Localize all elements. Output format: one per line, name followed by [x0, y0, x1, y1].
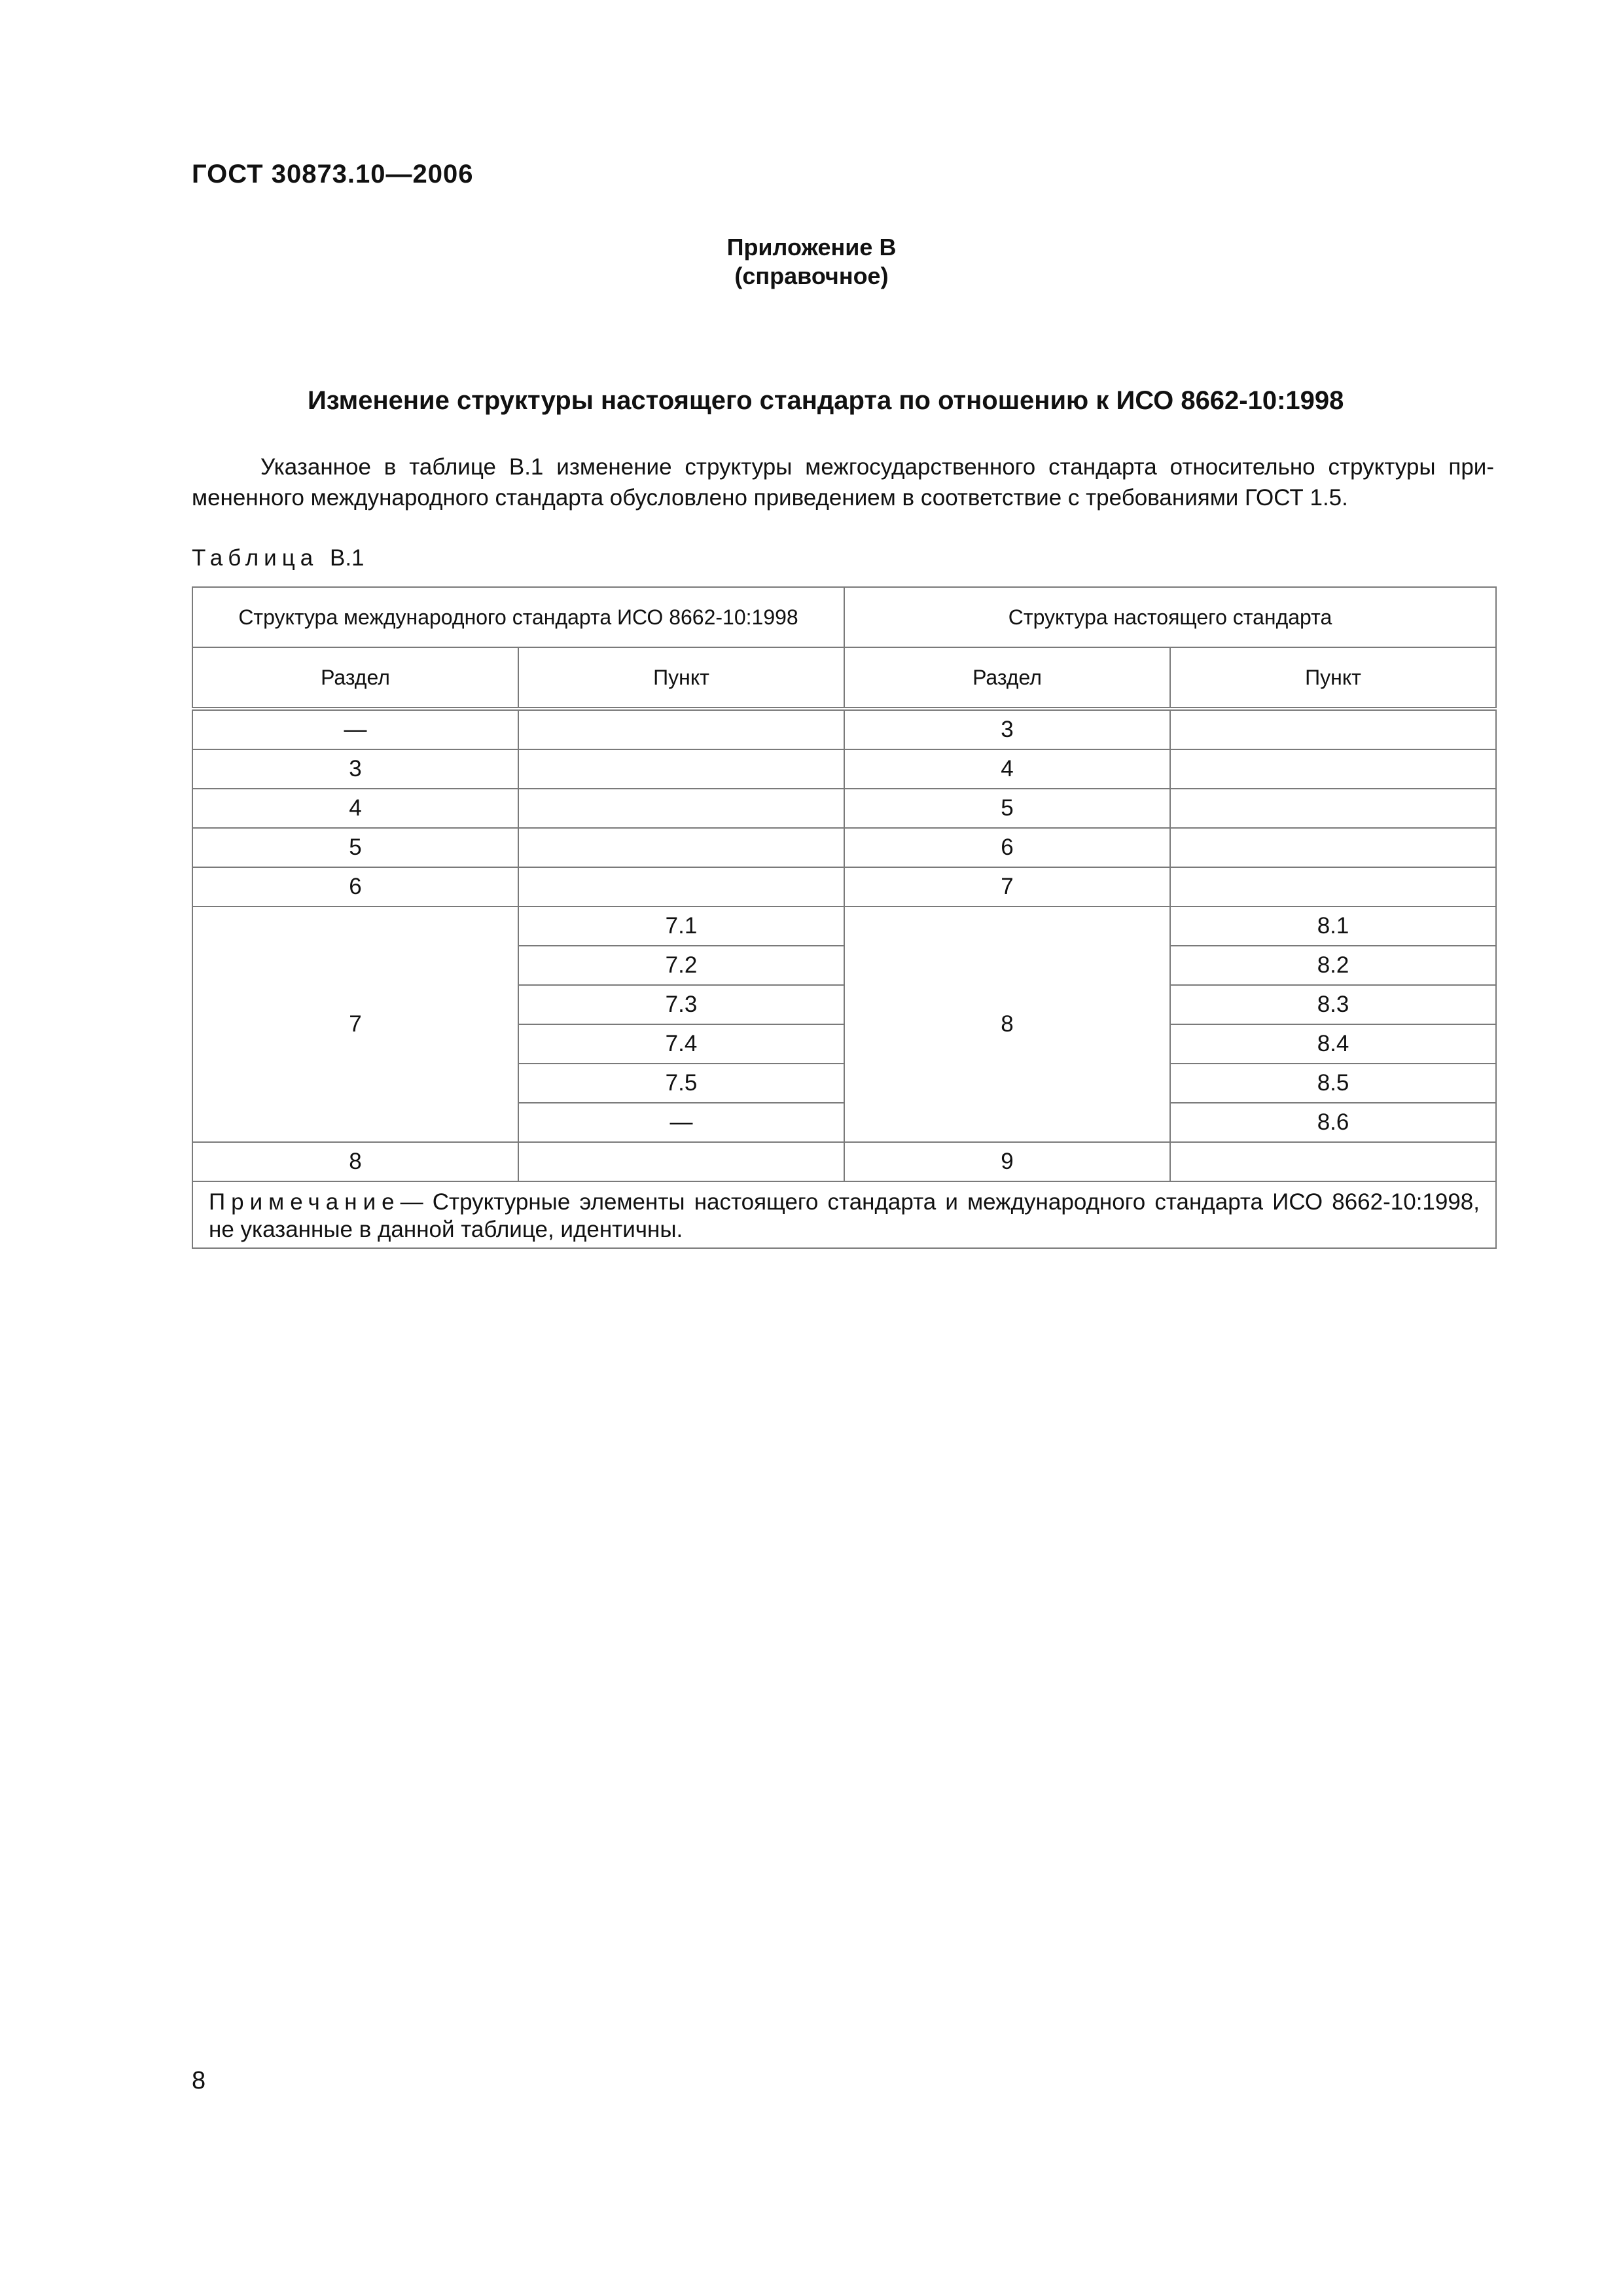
- table-note-row: [192, 1181, 1496, 1248]
- table-cell: [518, 867, 844, 906]
- table-cell: [518, 749, 844, 789]
- table-cell: 6: [192, 867, 518, 906]
- table-row: [192, 867, 1496, 906]
- table-cell: [1170, 709, 1496, 749]
- appendix-title: Приложение В: [726, 234, 897, 260]
- merged-std-section: 8: [844, 906, 1170, 1142]
- table-cell: 3: [192, 749, 518, 789]
- table-cell: [1170, 749, 1496, 789]
- table-cell: 9: [844, 1142, 1170, 1181]
- group-header-standard: Структура настоящего стандарта: [844, 587, 1496, 647]
- table-cell: 4: [844, 749, 1170, 789]
- table-row: [192, 749, 1496, 789]
- table-cell: 7.2: [518, 946, 844, 985]
- table-cell: [1170, 828, 1496, 867]
- table-row: [192, 906, 1496, 946]
- structure-table: [192, 586, 1497, 1249]
- column-header-std-section: Раздел: [844, 647, 1170, 709]
- table-cell: 5: [844, 789, 1170, 828]
- table-cell: 4: [192, 789, 518, 828]
- table-column-header-row: [192, 647, 1496, 709]
- table-row: [192, 1142, 1496, 1181]
- table-cell: [518, 789, 844, 828]
- table-cell: [518, 709, 844, 749]
- intro-line-2: мененного международного стандарта обусловлено приведением в соответствие с требованиями ГОСТ 1.5.: [192, 485, 1348, 511]
- table-group-header-row: [192, 587, 1496, 647]
- table-cell: 8.2: [1170, 946, 1496, 985]
- table-cell: 7.4: [518, 1024, 844, 1064]
- table-cell: 5: [192, 828, 518, 867]
- section-title: Изменение структуры настоящего стандарта по отношению к ИСО 8662-10:1998: [308, 386, 1344, 415]
- table-cell: 7.3: [518, 985, 844, 1024]
- note-text: — Структурные элементы настоящего стандарта и международного стандарта ИСО 8662-10:1998, не указанные в данной таблице, идентичны.: [209, 1189, 1480, 1242]
- table-cell: 7.5: [518, 1064, 844, 1103]
- table-cell: 8.6: [1170, 1103, 1496, 1142]
- table-row: [192, 709, 1496, 749]
- table-cell: 8.5: [1170, 1064, 1496, 1103]
- table-cell: [1170, 789, 1496, 828]
- intro-paragraph: [192, 452, 1494, 513]
- table-cell: —: [192, 709, 518, 749]
- table-cell: 3: [844, 709, 1170, 749]
- table-cell: 6: [844, 828, 1170, 867]
- appendix-subtitle: (справочное): [734, 262, 889, 289]
- table-caption-word: Таблица: [192, 545, 319, 571]
- column-header-iso-item: Пункт: [518, 647, 844, 709]
- document-code: ГОСТ 30873.10—2006: [192, 160, 474, 188]
- table-cell: [518, 1142, 844, 1181]
- table-caption: [192, 545, 365, 571]
- table-cell: 7: [844, 867, 1170, 906]
- table-cell: —: [518, 1103, 844, 1142]
- page-number: 8: [192, 2067, 206, 2094]
- table-caption-number: В.1: [329, 545, 365, 571]
- column-header-iso-section: Раздел: [192, 647, 518, 709]
- note-label: Примечание: [209, 1189, 401, 1215]
- table-note: [192, 1181, 1496, 1248]
- table-cell: [518, 828, 844, 867]
- table-row: [192, 828, 1496, 867]
- table-row: [192, 789, 1496, 828]
- table-cell: 8.1: [1170, 906, 1496, 946]
- column-header-std-item: Пункт: [1170, 647, 1496, 709]
- table-cell: [1170, 1142, 1496, 1181]
- table-cell: 8: [192, 1142, 518, 1181]
- merged-iso-section: 7: [192, 906, 518, 1142]
- table-cell: 8.4: [1170, 1024, 1496, 1064]
- table-cell: [1170, 867, 1496, 906]
- table-cell: 8.3: [1170, 985, 1496, 1024]
- group-header-iso: Структура международного стандарта ИСО 8662-10:1998: [192, 587, 844, 647]
- table-cell: 7.1: [518, 906, 844, 946]
- intro-line-1: Указанное в таблице В.1 изменение структуры межгосударственного стандарта относительно структуры при-: [260, 454, 1494, 480]
